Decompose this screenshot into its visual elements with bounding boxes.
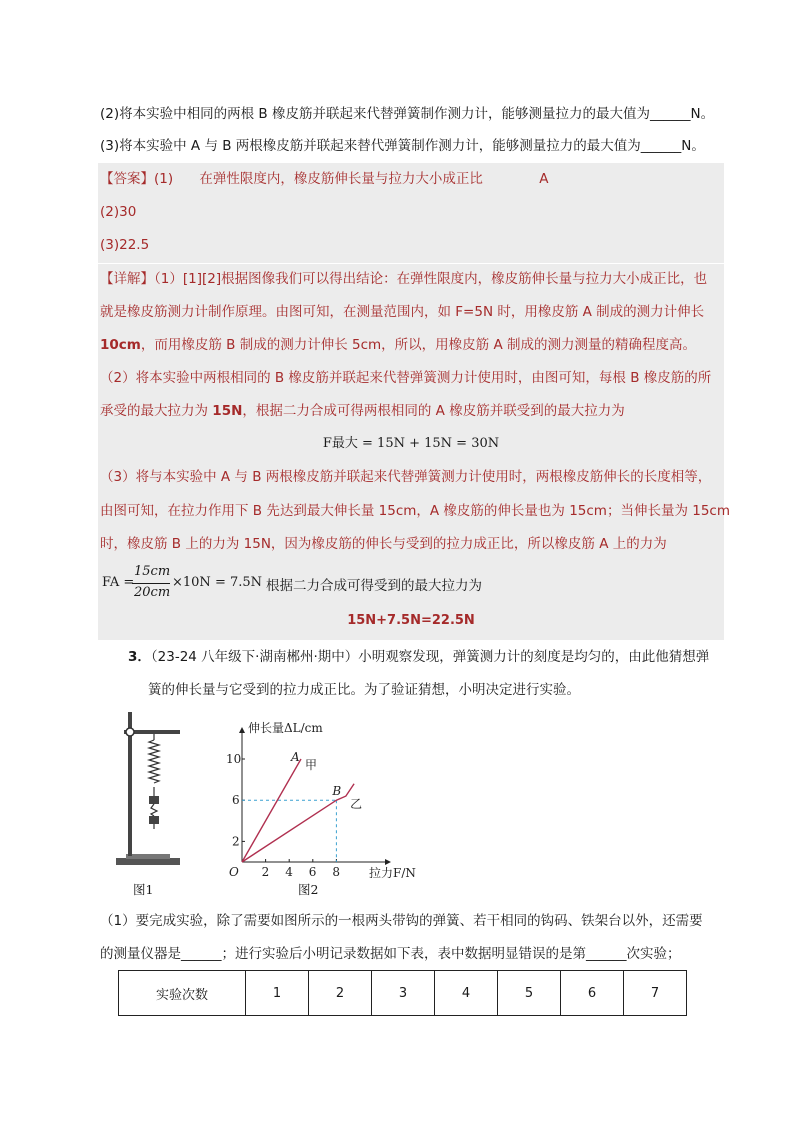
detail-s1-line3 xyxy=(100,334,696,356)
detail-tag: 【详解】 xyxy=(100,271,154,287)
q3-text1: （23-24 八年级下·湖南郴州·期中）小明观察发现，弹簧测力计的刻度是均匀的，由此他猜想弹 xyxy=(150,649,710,665)
q3-line1 xyxy=(128,646,709,668)
fraction-bar xyxy=(132,583,170,584)
answer-part1-number: (1) xyxy=(154,171,174,187)
detail-s3-line3: 时，橡皮筋 B 上的力为 15N，因为橡皮筋的伸长与受到的拉力成正比，所以橡皮筋 A 上的力为 xyxy=(100,536,667,552)
x-tick-label: 8 xyxy=(332,865,341,879)
y-tick-label: 6 xyxy=(232,793,240,808)
figure-2-caption: 图2 xyxy=(298,882,319,897)
table-cell-6: 6 xyxy=(561,971,624,1016)
q3-sub1-line1: （1）要完成实验，除了需要如图所示的一根两头带钩的弹簧、若干相同的钩码、铁架台以外，还需要 xyxy=(100,913,703,929)
table-cell-3: 3 xyxy=(372,971,435,1016)
clamp-knob xyxy=(126,728,134,736)
series-label-jia: 甲 xyxy=(305,758,318,772)
stand-base-top xyxy=(126,854,170,859)
detail-15n: 15N xyxy=(212,403,243,419)
x-tick-label: 2 xyxy=(261,865,270,879)
detail-s1-line2: 就是橡皮筋测力计制作原理。由图可知，在测量范围内，如 F=5N 时，用橡皮筋 A 制成的测力计伸长 xyxy=(100,304,705,320)
detail-s3-line1: （3）将与本实验中 A 与 B 两根橡皮筋并联起来代替弹簧测力计使用时，两根橡皮筋伸长的长度相等， xyxy=(100,469,712,485)
q3-sub1-line2: 的测量仪器是______；进行实验后小明记录数据如下表，表中数据明显错误的是第______次实验； xyxy=(100,946,681,962)
table-cell-5: 5 xyxy=(498,971,561,1016)
q3-number: 3． xyxy=(128,649,151,665)
point-label-a: A xyxy=(291,750,300,764)
formula-fa-lhs: FA = xyxy=(102,575,135,590)
detail-s2-text-a: 承受的最大拉力为 xyxy=(100,403,213,419)
figure-1-caption: 图1 xyxy=(133,882,154,897)
detail-s1-text3: ，而用橡皮筋 B 制成的测力计伸长 5cm，所以，用橡皮筋 A 制成的测力测量的精确程度高。 xyxy=(140,337,696,353)
table-row xyxy=(119,971,687,1016)
weight-1 xyxy=(149,796,159,804)
answer-part2: (2)30 xyxy=(100,204,137,220)
formula-fa-denominator: 20cm xyxy=(134,585,171,600)
series-label-yi: 乙 xyxy=(350,797,363,812)
question-2-line: (2)将本实验中相同的两根 B 橡皮筋并联起来代替弹簧制作测力计，能够测量拉力的最大值为______N。 xyxy=(100,106,715,122)
y-axis-arrow xyxy=(239,727,245,733)
y-tick-label: 2 xyxy=(232,834,240,849)
y-axis-label: 伸长量ΔL/cm xyxy=(248,721,323,735)
stand-base xyxy=(116,858,180,865)
detail-s2-text-c: ，根据二力合成可得两根相同的 A 橡皮筋并联受到的最大拉力为 xyxy=(242,403,625,419)
figure-2-chart xyxy=(225,713,430,893)
weight-link xyxy=(151,804,157,816)
formula-fa-rhs: ×10N = 7.5N xyxy=(172,575,263,590)
q3-line2: 簧的伸长量与它受到的拉力成正比。为了验证猜想，小明决定进行实验。 xyxy=(148,682,580,698)
table-cell-7: 7 xyxy=(624,971,687,1016)
detail-10cm: 10cm xyxy=(100,337,141,353)
x-axis-label: 拉力F/N xyxy=(369,866,416,880)
origin-label: O xyxy=(229,865,239,879)
detail-s3-line2: 由图可知，在拉力作用下 B 先达到最大伸长量 15cm，A 橡皮筋的伸长量也为 15cm；当伸长量为 15cm xyxy=(100,503,730,519)
formula-max-force: F最大 = 15N + 15N = 30N xyxy=(322,436,500,451)
figure-1-iron-stand xyxy=(108,708,188,898)
detail-s1-line1 xyxy=(100,268,707,290)
answer-part1-choice: A xyxy=(539,171,549,187)
detail-s2-line1: （2）将本实验中两根相同的 B 橡皮筋并联起来代替弹簧测力计使用时，由图可知，每根 B 橡皮筋的所 xyxy=(100,370,712,386)
x-tick-label: 6 xyxy=(308,865,317,879)
x-axis-arrow xyxy=(385,859,391,865)
detail-s2-line2 xyxy=(100,400,625,422)
answer-line-1 xyxy=(100,168,548,190)
series-line-甲 xyxy=(242,759,301,862)
x-tick-label: 4 xyxy=(285,865,293,879)
experiment-table xyxy=(118,970,687,1016)
formula-fa-tail: 根据二力合成可得受到的最大拉力为 xyxy=(266,578,482,594)
table-cell-2: 2 xyxy=(309,971,372,1016)
table-cell-1: 1 xyxy=(246,971,309,1016)
question-3-line: (3)将本实验中 A 与 B 两根橡皮筋并联起来替代弹簧制作测力计，能够测量拉力的最大值为______N。 xyxy=(100,138,705,154)
table-header-cell: 实验次数 xyxy=(119,971,246,1016)
detail-s1-text1: （1）[1][2]根据图像我们可以得出结论：在弹性限度内，橡皮筋伸长量与拉力大小成正比，也 xyxy=(154,271,708,287)
answer-part1-text: 在弹性限度内，橡皮筋伸长量与拉力大小成正比 xyxy=(199,171,483,187)
table-cell-4: 4 xyxy=(435,971,498,1016)
spring xyxy=(149,740,159,783)
weight-2 xyxy=(149,816,159,824)
y-tick-label: 10 xyxy=(226,752,242,766)
answer-part3: (3)22.5 xyxy=(100,237,150,253)
point-label-b: B xyxy=(332,784,342,799)
formula-fa-numerator: 15cm xyxy=(134,564,171,579)
answer-tag: 【答案】 xyxy=(100,171,154,187)
final-result: 15N+7.5N=22.5N xyxy=(347,613,475,628)
